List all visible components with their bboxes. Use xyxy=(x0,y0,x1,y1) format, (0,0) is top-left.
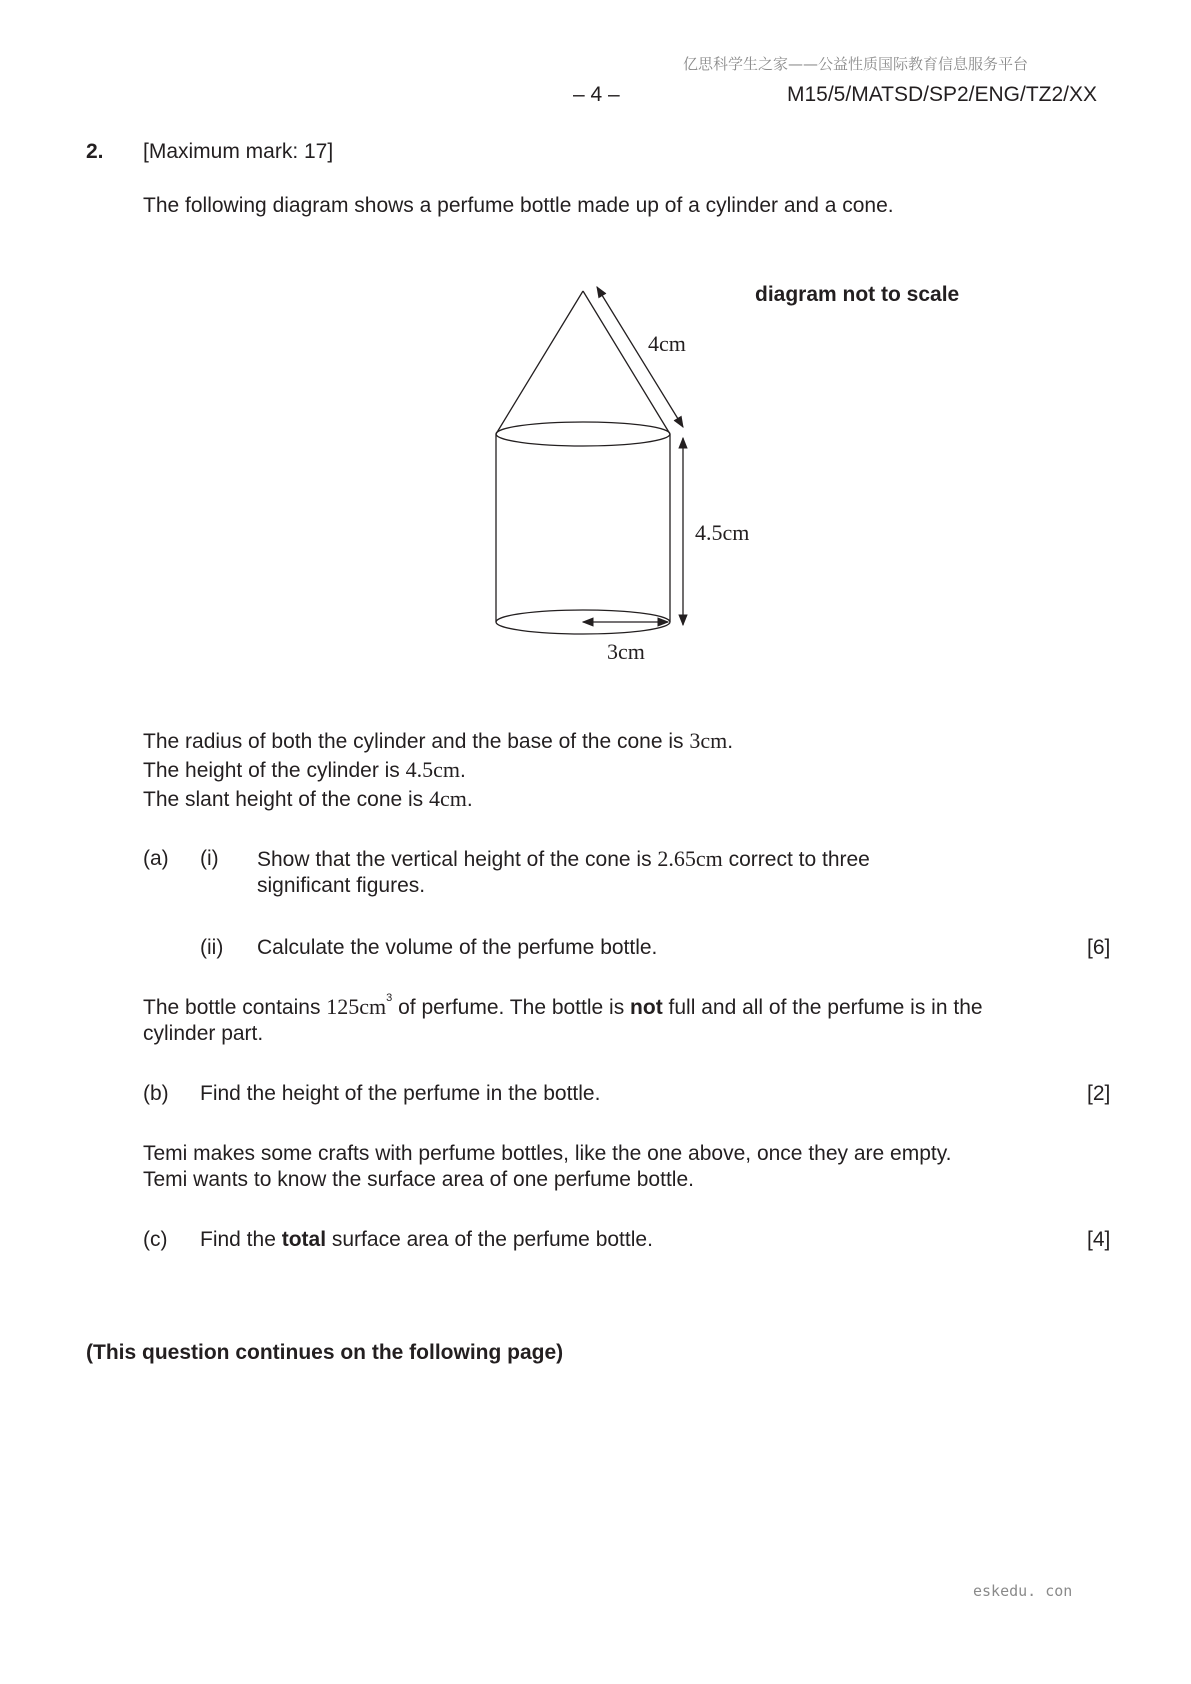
question-intro: The following diagram shows a perfume bottle made up of a cylinder and a cone. xyxy=(143,194,894,217)
diagram-note: diagram not to scale xyxy=(755,283,960,306)
part-c-marks: [4] xyxy=(1087,1228,1111,1251)
bottle-info-line2: cylinder part. xyxy=(143,1022,264,1045)
fact-slant: The slant height of the cone is 4cm. xyxy=(143,786,473,811)
cylinder-top-ellipse xyxy=(496,422,670,446)
watermark: 亿思科学生之家——公益性质国际教育信息服务平台 xyxy=(683,55,1029,73)
part-b-label: (b) xyxy=(143,1082,169,1105)
part-a-i-label: (i) xyxy=(200,847,219,870)
part-c-label: (c) xyxy=(143,1228,168,1251)
slant-label: 4cm xyxy=(648,331,686,356)
perfume-bottle-diagram xyxy=(0,0,1191,700)
cone-right-edge xyxy=(583,291,670,434)
temi-line-2: Temi wants to know the surface area of one perfume bottle. xyxy=(143,1168,694,1191)
part-a-ii-text: Calculate the volume of the perfume bottle. xyxy=(257,936,658,959)
page-number: – 4 – xyxy=(573,83,620,106)
temi-line-1: Temi makes some crafts with perfume bottles, like the one above, once they are empty. xyxy=(143,1142,952,1165)
footer-url: eskedu. con xyxy=(973,1582,1073,1600)
part-a-label: (a) xyxy=(143,847,169,870)
question-number: 2. xyxy=(86,140,104,163)
height-label: 4.5cm xyxy=(695,520,750,545)
radius-label: 3cm xyxy=(607,639,645,664)
max-mark: [Maximum mark: 17] xyxy=(143,140,334,163)
part-a-i-text-line2: significant figures. xyxy=(257,874,426,897)
slant-height-arrow xyxy=(597,287,683,427)
part-b-text: Find the height of the perfume in the bottle. xyxy=(200,1082,601,1105)
bottle-info: The bottle contains $125cm^3$ of perfume. The bottle is not full and all of the perfume is in the xyxy=(143,992,983,1019)
fact-radius: The radius of both the cylinder and the base of the cone is 3cm. xyxy=(143,728,734,753)
part-a-ii-label: (ii) xyxy=(200,936,224,959)
fact-height: The height of the cylinder is 4.5cm. xyxy=(143,757,466,782)
part-a-marks: [6] xyxy=(1087,936,1111,959)
part-a-i-text: Show that the vertical height of the cone is 2.65cm correct to three xyxy=(257,846,870,871)
part-c-text: Find the total surface area of the perfume bottle. xyxy=(200,1228,653,1251)
continues-note: (This question continues on the following page) xyxy=(86,1341,564,1364)
cone-left-edge xyxy=(496,291,583,434)
paper-code: M15/5/MATSD/SP2/ENG/TZ2/XX xyxy=(787,83,1098,106)
part-b-marks: [2] xyxy=(1087,1082,1111,1105)
